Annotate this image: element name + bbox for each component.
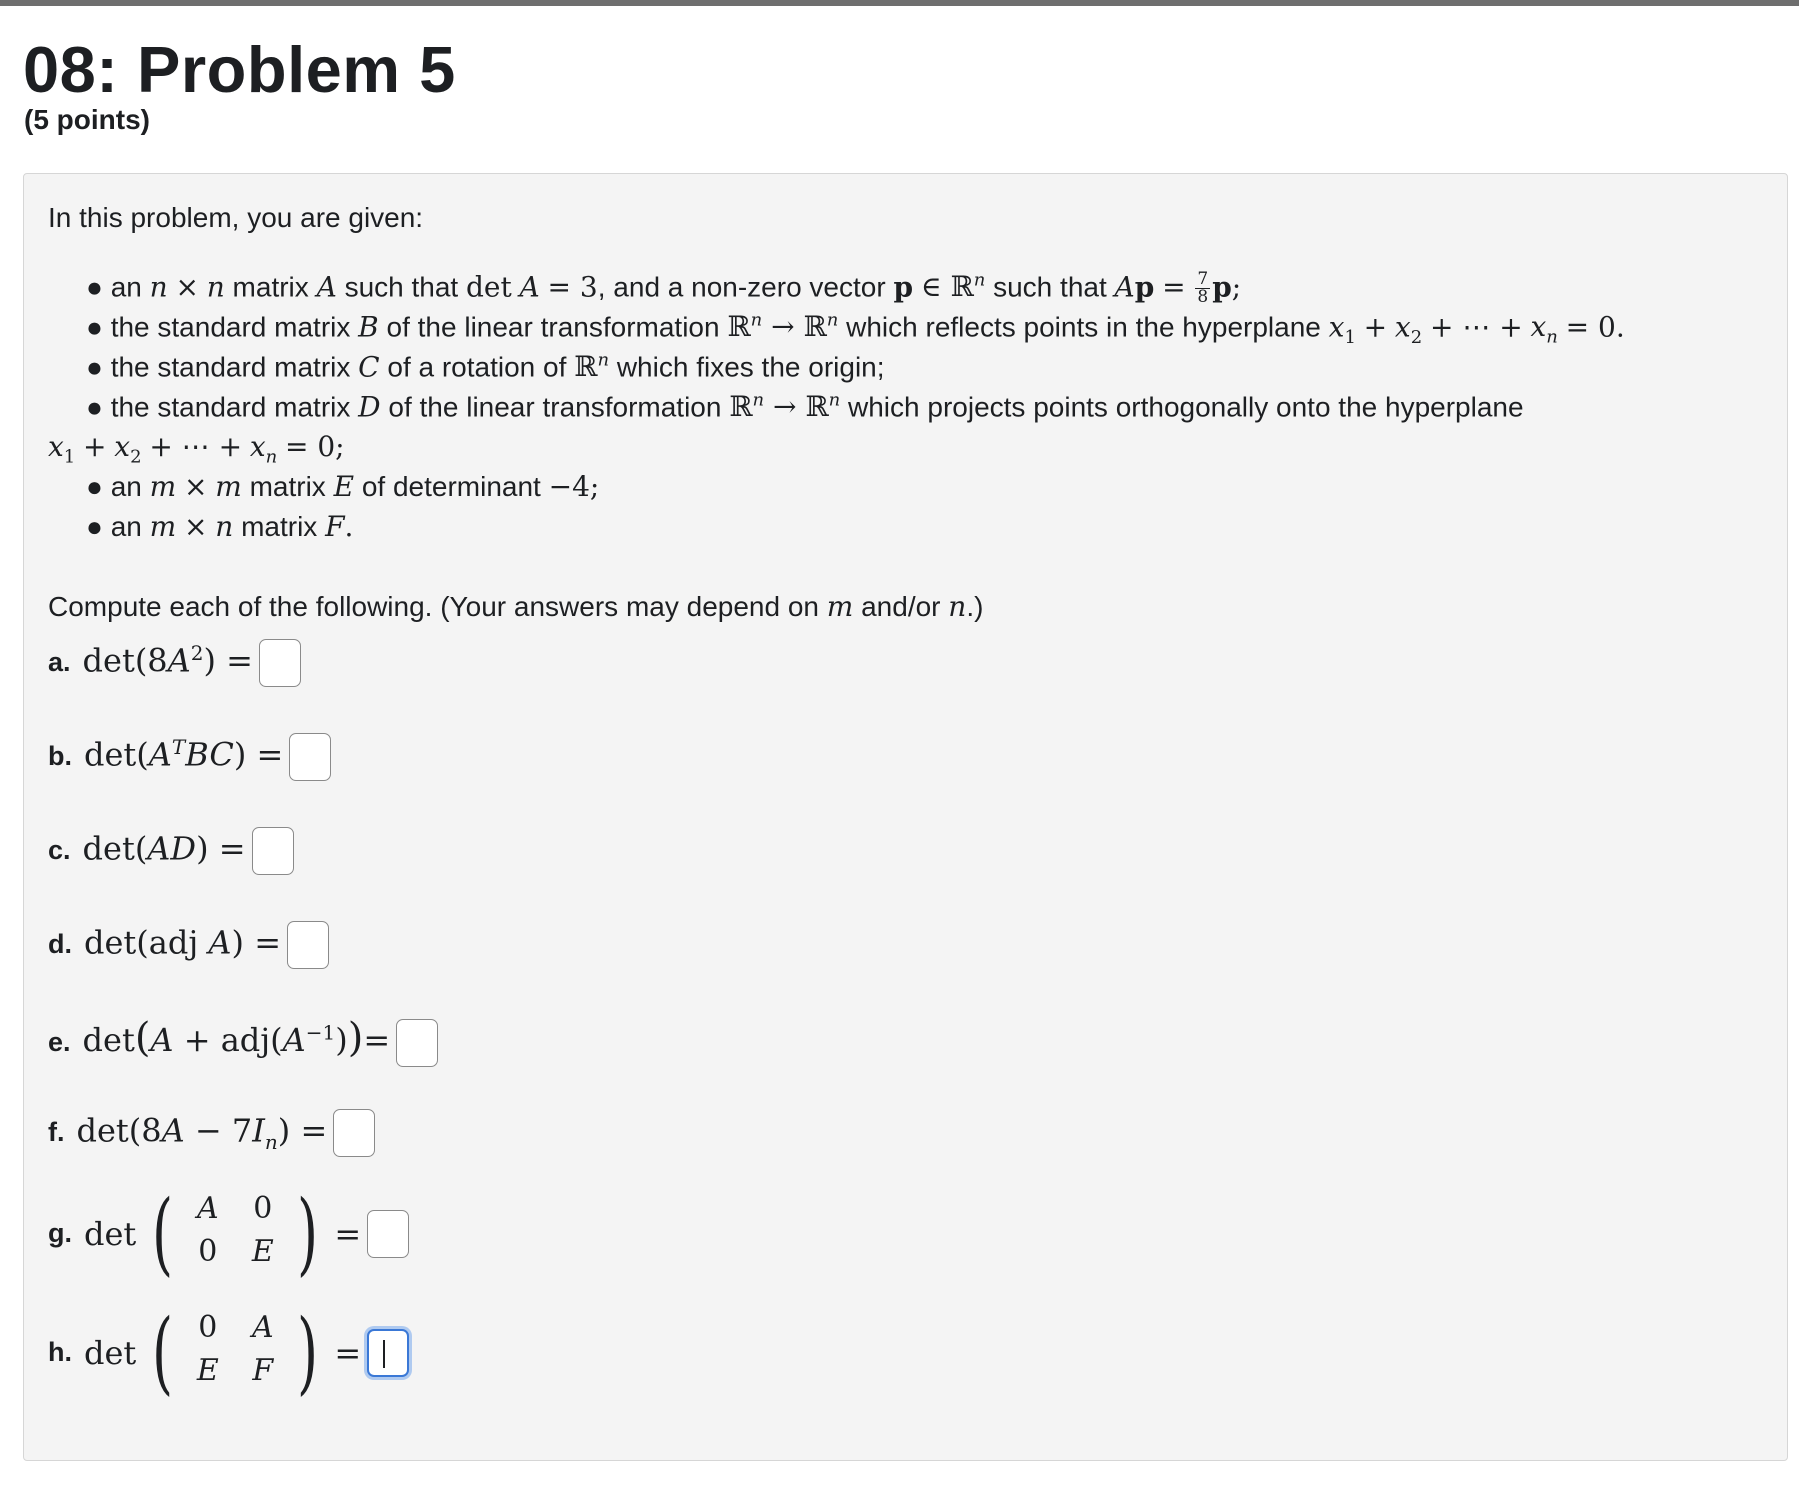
bullet-dot: ●: [86, 511, 103, 542]
question-a: a. $\det(8A^2)$ =: [48, 639, 301, 687]
bullet-item: ● the standard matrix D of the linear transformation ℝ$^n$ → ℝ$^n$ which projects points orthogonally onto the hyperplane: [86, 390, 1524, 424]
bullet-dot: ●: [86, 391, 103, 423]
bullet-dot: ●: [86, 351, 103, 383]
problem-panel: [23, 173, 1788, 1461]
bullet-dot: ●: [86, 471, 103, 502]
question-g: g. det ( A 0 0 E ) =: [48, 1189, 409, 1279]
text-caret: [383, 1340, 385, 1368]
question-b: b. $\det(A^TBC)$ =: [48, 733, 331, 781]
question-c: c. det(AD) =: [48, 827, 294, 875]
compute-instruction: Compute each of the following. (Your answers may depend on m and/or n.): [48, 590, 984, 623]
bullet-continuation: $x_1 + x_2$ + ⋯ + $x_n = 0$;: [48, 430, 345, 468]
question-f: f. $\det(8A - 7I_n)$ =: [48, 1109, 375, 1157]
answer-input-b[interactable]: [289, 733, 331, 781]
answer-input-h[interactable]: [367, 1329, 409, 1377]
points-label: (5 points): [24, 104, 150, 135]
bullet-item: ● the standard matrix B of the linear transformation ℝ$^n$ → ℝ$^n$ which reflects points in the hyperplane $x_1 + x_2$ + ⋯ + $x_n = 0$.: [86, 310, 1625, 348]
matrix-g: ( A 0 0 E ): [152, 1181, 319, 1286]
matrix-h: ( 0 A E F ): [152, 1300, 319, 1405]
answer-input-g[interactable]: [367, 1210, 409, 1258]
answer-input-a[interactable]: [259, 639, 301, 687]
answer-input-e[interactable]: [396, 1019, 438, 1067]
answer-input-c[interactable]: [252, 827, 294, 875]
question-e: e. $\det(A + adj(A^{-1}))=$: [48, 1015, 438, 1067]
answer-input-f[interactable]: [333, 1109, 375, 1157]
page-title: 08: Problem 5: [23, 33, 456, 106]
bullet-item: ● the standard matrix C of a rotation of ℝ$^n$ which fixes the origin;: [86, 350, 885, 384]
question-h: h. det ( 0 A E F ) =: [48, 1308, 409, 1398]
bullet-dot: ●: [86, 311, 103, 343]
bullet-item: ● an m × n matrix F.: [86, 510, 354, 543]
question-d: d. det(adj A) =: [48, 921, 329, 969]
answer-input-d[interactable]: [287, 921, 329, 969]
bullet-dot: ●: [86, 271, 103, 303]
bullet-item: ● an n × n matrix A such that det A = 3, and a non-zero vector p ∈ ℝ$^n$ such that Ap = $\frac{7}{8}$ p;: [86, 269, 1242, 308]
bullet-item: ● an m × m matrix E of determinant −4;: [86, 470, 600, 503]
top-border: [0, 0, 1799, 6]
intro-text: In this problem, you are given:: [48, 202, 424, 233]
